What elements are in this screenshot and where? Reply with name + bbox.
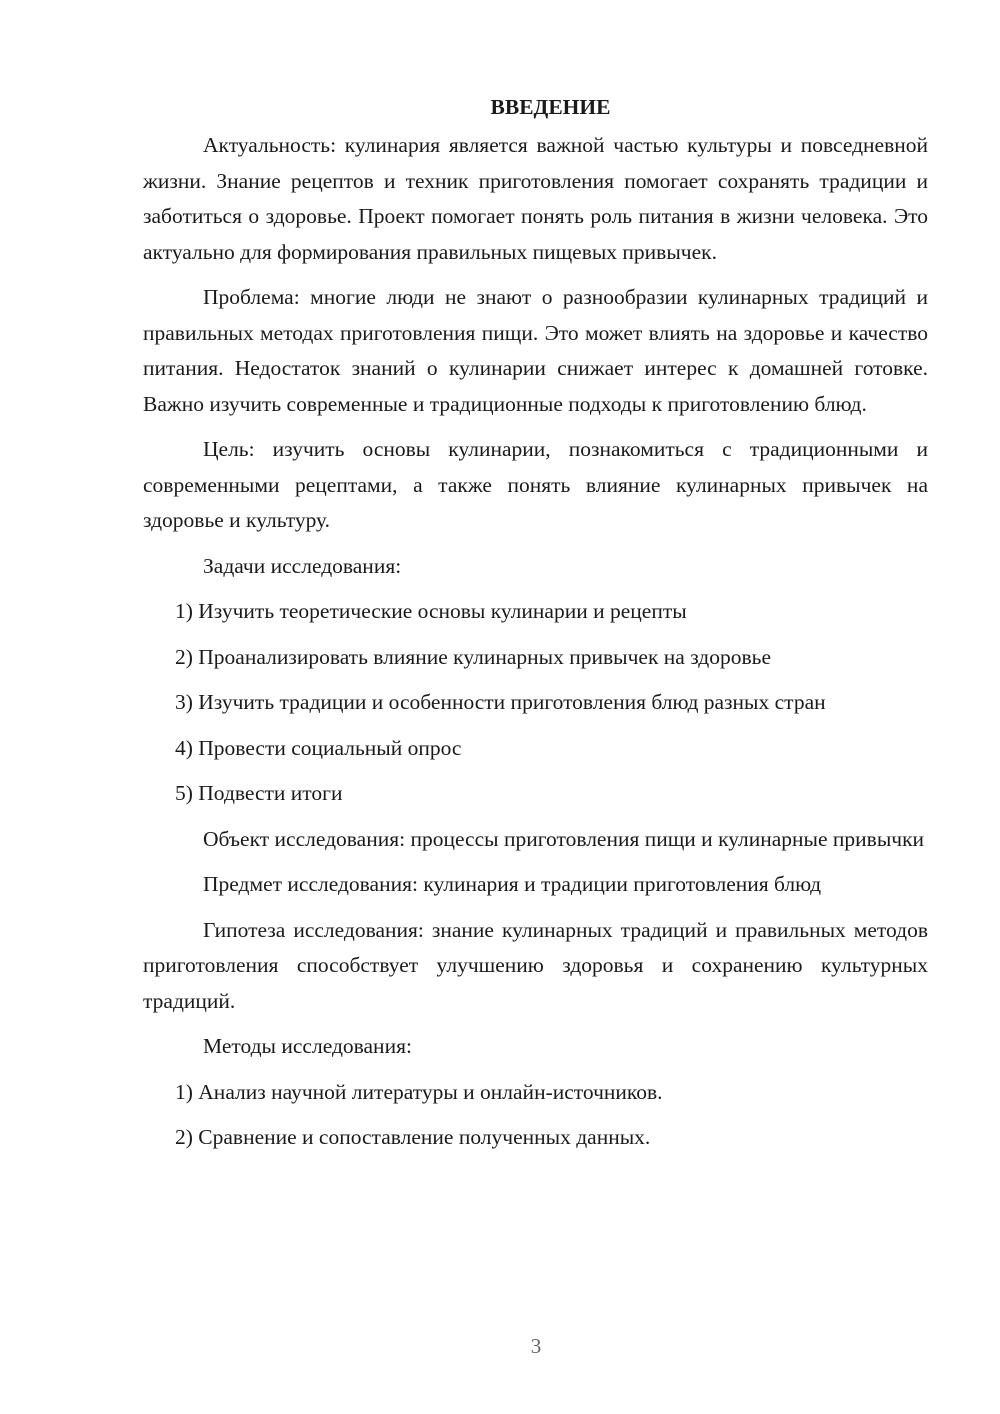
task-item: 1) Изучить теоретические основы кулинарии и рецепты (175, 599, 687, 623)
task-item: 5) Подвести итоги (175, 781, 343, 805)
relevance-paragraph: Актуальность: кулинария является важной частью культуры и повседневной жизни. Знание рецептов и техник приготовления помогает сохранять традиции и заботиться о здоровье. Проект помогает понять роль питания в жизни человека. Это актуально для формирования правильных пищевых привычек. (143, 133, 928, 264)
problem-paragraph: Проблема: многие люди не знают о разнообразии кулинарных традиций и правильных методах приготовления пищи. Это может влиять на здоровье и качество питания. Недостаток знаний о кулинарии снижает интерес к домашней готовке. Важно изучить современные и традиционные подходы к приготовлению блюд. (143, 285, 928, 416)
task-item: 3) Изучить традиции и особенности приготовления блюд разных стран (175, 690, 826, 714)
method-item: 2) Сравнение и сопоставление полученных данных. (175, 1125, 651, 1149)
task-item: 2) Проанализировать влияние кулинарных привычек на здоровье (175, 644, 771, 669)
method-item: 1) Анализ научной литературы и онлайн-источников. (175, 1079, 663, 1104)
methods-heading: Методы исследования: (203, 1034, 412, 1058)
tasks-heading: Задачи исследования: (203, 553, 402, 578)
goal-paragraph: Цель: изучить основы кулинарии, познакомиться с традиционными и современными рецептами, а также понять влияние кулинарных привычек на здоровье и культуру. (143, 437, 928, 532)
document-page (143, 92, 928, 1166)
task-item: 4) Провести социальный опрос (175, 735, 462, 760)
hypothesis-paragraph: Гипотеза исследования: знание кулинарных традиций и правильных методов приготовления способствует улучшению здоровья и сохранению культурных традиций. (143, 917, 928, 1013)
page-number: 3 (530, 1334, 542, 1358)
subject-paragraph: Предмет исследования: кулинария и традиции приготовления блюд (203, 872, 822, 896)
page-title: ВВЕДЕНИЕ (490, 95, 611, 119)
object-paragraph: Объект исследования: процессы приготовления пищи и кулинарные привычки (203, 826, 925, 851)
